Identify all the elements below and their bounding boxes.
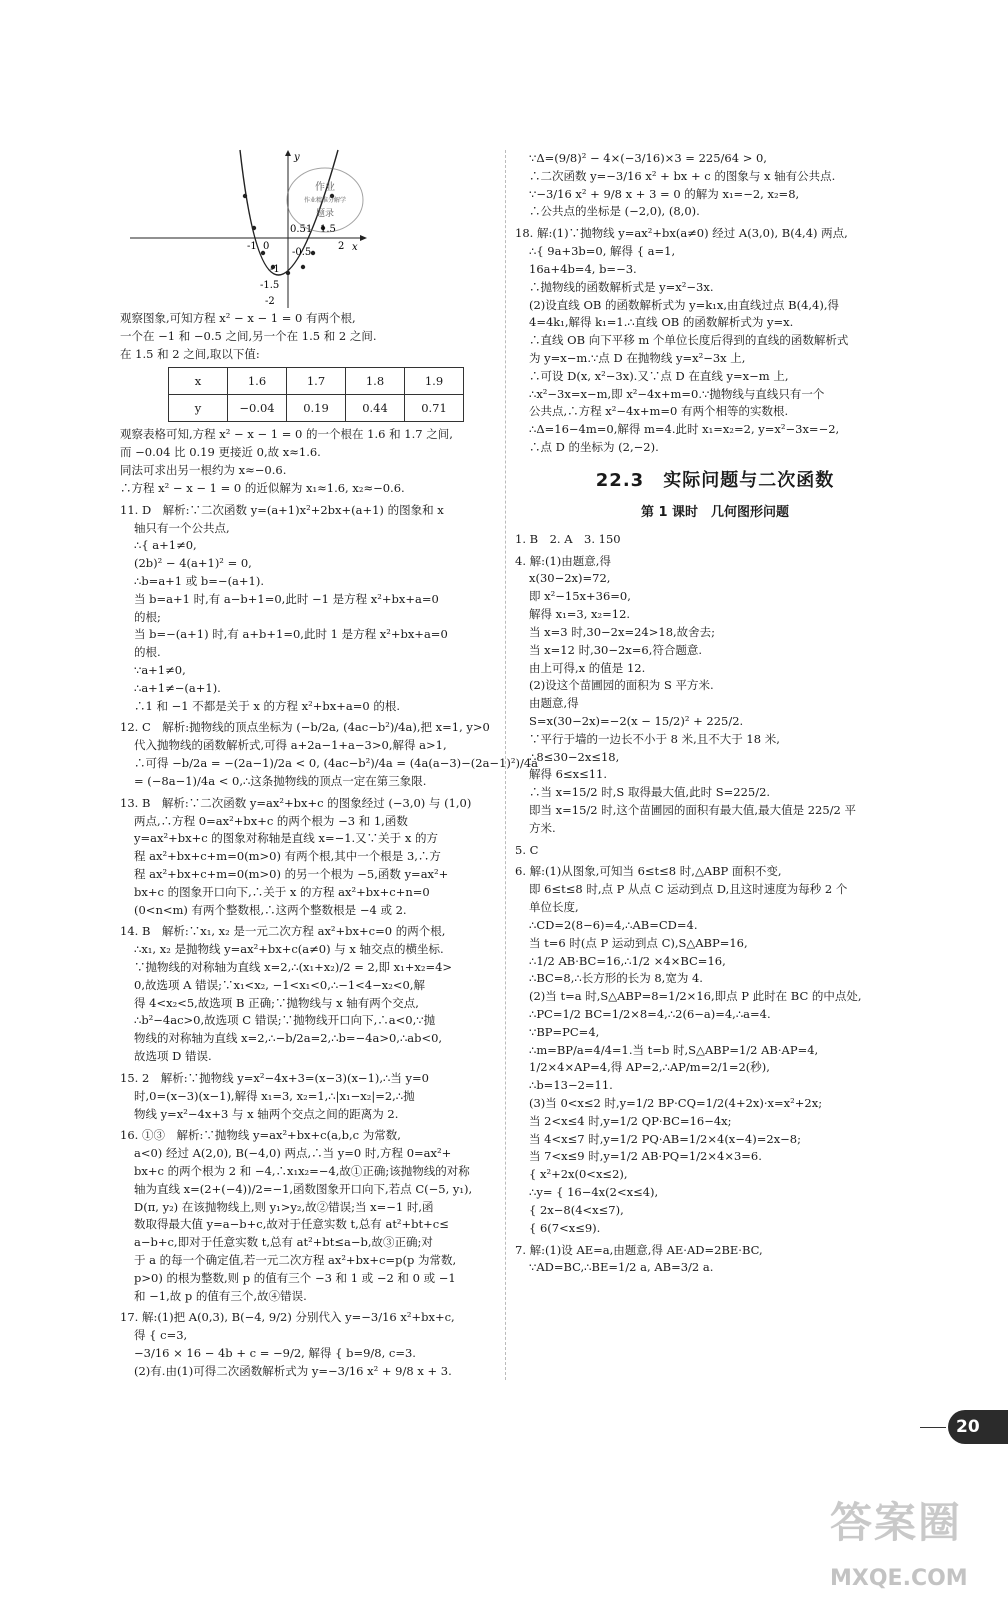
answer-line: ∴m=BP/a=4/4=1.当 t=b 时,S△ABP=1/2 AB·AP=4,: [529, 1042, 819, 1057]
answer-line: ∴8≤30−2x≤18,: [529, 749, 620, 764]
answer-line: bx+c 的两个根为 2 和 −4,∴x₁x₂=−4,故①正确;该抛物线的对称: [134, 1163, 470, 1178]
answer-item: 15. 2 解析:∵抛物线 y=x²−4x+3=(x−3)(x−1),∴当 y=0: [120, 1070, 429, 1085]
right-column: [515, 150, 915, 1277]
answer-line: 即当 x=15/2 时,这个苗圃园的面积有最大值,最大值是 225/2 平: [529, 803, 857, 818]
right-answers-top: [515, 150, 915, 457]
answer-line: D(π, y₂) 在该抛物线上,则 y₁>y₂,故②错误;当 x=−1 时,函: [134, 1199, 434, 1214]
answer-line: { x²+2x(0<x≤2),: [529, 1167, 628, 1182]
answer-line: 物线的对称轴为直线 x=2,∴−b/2a=2,∴b=−4a>0,∴ab<0,: [134, 1031, 443, 1046]
page-number-dash: [920, 1427, 946, 1428]
answer-line: 和 −1,故 p 的值有三个,故④错误.: [134, 1288, 307, 1303]
tick-label: 0: [263, 241, 270, 252]
answer-line: ∴b=a+1 或 b=−(a+1).: [134, 573, 265, 588]
answer-line: ∴BC=8,∴长方形的长为 8,宽为 4.: [529, 971, 703, 986]
answer-line: 即 x²−15x+36=0,: [529, 589, 631, 604]
tick-label: -0.5: [292, 247, 312, 258]
subsection-title: 第 1 课时 几何图形问题: [640, 504, 790, 520]
answer-line: ∴可得 −b/2a = −(2a−1)/2a < 0, (4ac−b²)/4a = (4a(a−3)−(2a−1)²)/4a: [134, 756, 539, 771]
answer-line: (2)有.由(1)可得二次函数解析式为 y=−3/16 x² + 9/8 x + 3.: [134, 1363, 452, 1378]
answer-line: 由题意,得: [529, 696, 579, 711]
answer-line: 即 6≤t≤8 时,点 P 从点 C 运动到点 D,且这时速度为每秒 2 个: [529, 882, 848, 897]
section-title: 22.3 实际问题与二次函数: [595, 469, 835, 491]
tick-label: 0.5: [290, 224, 306, 235]
answer-line: 观察表格可知,方程 x² − x − 1 = 0 的一个根在 1.6 和 1.7 之间,: [120, 427, 453, 442]
tick-label: -2: [265, 296, 275, 307]
answer-line: 1/2×4×AP=4,得 AP=2,∴AP/m=2/1=2(秒),: [529, 1060, 770, 1075]
answer-item: 14. B 解析:∵x₁, x₂ 是一元二次方程 ax²+bx+c=0 的两个根,: [120, 924, 446, 939]
answer-line: (2)设直线 OB 的函数解析式为 y=k₁x,由直线过点 B(4,4),得: [529, 297, 840, 312]
answer-line: { 6(7<x≤9).: [529, 1220, 601, 1235]
answer-line: 当 7<x≤9 时,y=1/2 AB·PQ=1/2×4×3=6.: [529, 1149, 762, 1164]
answer-line: x(30−2x)=72,: [529, 571, 611, 586]
answer-line: (2)设这个苗圃园的面积为 S 平方米.: [529, 678, 714, 693]
answer-line: 得 4<x₂<5,故选项 B 正确;∵抛物线与 x 轴有两个交点,: [134, 995, 419, 1010]
answer-line: ∴1/2 AB·BC=16,∴1/2 ×4×BC=16,: [529, 953, 726, 968]
answer-line: 4=4k₁,解得 k₁=1.∴直线 OB 的函数解析式为 y=x.: [529, 315, 794, 330]
answer-line: 同法可求出另一根约为 x≈−0.6.: [120, 463, 287, 478]
watermark: [830, 1490, 1000, 1600]
answer-line: 在 1.5 和 2 之间,取以下值:: [120, 346, 260, 361]
answer-line: ∴x₁, x₂ 是抛物线 y=ax²+bx+c(a≠0) 与 x 轴交点的横坐标.: [134, 942, 444, 957]
answer-line: ∴可设 D(x, x²−3x).又∵点 D 在直线 y=x−m 上,: [529, 368, 789, 383]
tick-label: 1: [306, 224, 313, 235]
answer-line: 方米.: [529, 820, 556, 835]
answer-line: ∵a+1≠0,: [134, 663, 186, 677]
answer-line: ∵Δ=(9/8)² − 4×(−3/16)×3 = 225/64 > 0,: [529, 151, 767, 165]
table-row: [169, 368, 464, 395]
answer-item: 12. C 解析:抛物线的顶点坐标为 (−b/2a, (4ac−b²)/4a),把 x=1, y>0: [120, 720, 490, 735]
answer-line: 当 x=12 时,30−2x=6,符合题意.: [529, 642, 703, 657]
answer-line: 物线 y=x²−4x+3 与 x 轴两个交点之间的距离为 2.: [134, 1106, 399, 1121]
answer-item: 7. 解:(1)设 AE=a,由题意,得 AE·AD=2BE·BC,: [515, 1242, 763, 1257]
answer-line: 轴只有一个公共点,: [134, 520, 230, 535]
table-cell: y: [169, 395, 228, 422]
answer-line: 解得 x₁=3, x₂=12.: [529, 607, 631, 622]
answer-line: 的根;: [134, 609, 161, 624]
tick-label: 1.5: [320, 224, 336, 235]
answer-line: 当 2<x≤4 时,y=1/2 QP·BC=16−4x;: [529, 1113, 732, 1128]
answer-line: ∴点 D 的坐标为 (2,−2).: [529, 440, 659, 454]
answer-line: 16a+4b=4, b=−3.: [529, 261, 637, 276]
answer-item: 4. 解:(1)由题意,得: [515, 553, 611, 568]
answer-line: ∴直线 OB 向下平移 m 个单位长度后得到的直线的函数解析式: [529, 333, 849, 348]
column-divider: [505, 150, 506, 1380]
tick-label: -1.5: [260, 280, 280, 291]
answer-line: ∵BP=PC=4,: [529, 1024, 600, 1039]
answer-line: 由上可得,x 的值是 12.: [529, 660, 646, 675]
y-axis-label: y: [294, 152, 300, 163]
answer-line: ∵−3/16 x² + 9/8 x + 3 = 0 的解为 x₁=−2, x₂=8,: [529, 186, 800, 201]
table-cell: 1.8: [346, 368, 405, 395]
answer-line: ∴二次函数 y=−3/16 x² + bx + c 的图象与 x 轴有公共点.: [529, 168, 836, 183]
stamp-text: 作业: [315, 182, 335, 193]
answer-line: ∴1 和 −1 不都是关于 x 的方程 x²+bx+a=0 的根.: [134, 698, 401, 713]
table-cell: 0.71: [405, 395, 464, 422]
answer-line: 程 ax²+bx+c+m=0(m>0) 有两个根,其中一个根是 3,∴方: [134, 849, 441, 864]
answer-line: (0<n<m) 有两个整数根,∴这两个整数根是 −4 或 2.: [134, 902, 407, 917]
answer-line: 解得 6≤x≤11.: [529, 767, 608, 782]
answer-line: 当 t=6 时(点 P 运动到点 C),S△ABP=16,: [529, 935, 748, 950]
answer-line: 当 x=3 时,30−2x=24>18,故舍去;: [529, 624, 716, 639]
answer-line: y=ax²+bx+c 的图象对称轴是直线 x=−1.又∵关于 x 的方: [134, 831, 438, 846]
answer-item: 5. C: [515, 842, 539, 857]
answer-line: ∴b²−4ac>0,故选项 C 错误;∵抛物线开口向下,∴a<0,∵抛: [134, 1013, 436, 1028]
answer-line: ∴{ 9a+3b=0, 解得 { a=1,: [529, 244, 676, 259]
table-cell: x: [169, 368, 228, 395]
answer-line: 两点,∴方程 0=ax²+bx+c 的两个根为 −3 和 1,函数: [134, 813, 408, 828]
tick-label: -1: [247, 241, 257, 252]
answer-line: (2)当 t=a 时,S△ABP=8=1/2×16,即点 P 此时在 BC 的中点处,: [529, 989, 862, 1004]
answer-line: 当 b=a+1 时,有 a−b+1=0,此时 −1 是方程 x²+bx+a=0: [134, 591, 439, 606]
answer-line: S=x(30−2x)=−2(x − 15/2)² + 225/2.: [529, 713, 744, 728]
answer-line: −3/16 × 16 − 4b + c = −9/2, 解得 { b=9/8, c=3.: [134, 1346, 416, 1361]
answer-line: = (−8a−1)/4a < 0,∴这条抛物线的顶点一定在第三象限.: [134, 773, 427, 788]
table-row: [169, 395, 464, 422]
answer-line: ∴方程 x² − x − 1 = 0 的近似解为 x₁≈1.6, x₂≈−0.6.: [120, 480, 405, 495]
answer-line: a<0) 经过 A(2,0), B(−4,0) 两点,∴当 y=0 时,方程 0=ax²+: [134, 1146, 452, 1161]
x-axis-label: x: [352, 242, 358, 253]
answer-line: (3)当 0<x≤2 时,y=1/2 BP·CQ=1/2(4+2x)·x=x²+2x;: [529, 1096, 823, 1111]
answer-line: ∴a+1≠−(a+1).: [134, 680, 221, 695]
tick-label: 2: [338, 241, 345, 252]
answer-line: 公共点,∴方程 x²−4x+m=0 有两个相等的实数根.: [529, 404, 789, 419]
answer-line: 一个在 −1 和 −0.5 之间,另一个在 1.5 和 2 之间.: [120, 328, 377, 343]
answer-line: 的根.: [134, 645, 161, 660]
answer-line: ∴抛物线的函数解析式是 y=x²−3x.: [529, 279, 714, 294]
answer-line: bx+c 的图象开口向下,∴关于 x 的方程 ax²+bx+c+n=0: [134, 884, 430, 899]
answer-line: 0,故选项 A 错误;∵x₁<x₂, −1<x₁<0,∴−1<4−x₂<0,解: [134, 977, 425, 992]
answer-line: a−b+c,即对于任意实数 t,总有 at²+bt≤a−b,故③正确;对: [134, 1235, 433, 1250]
right-answers-bottom: [515, 531, 915, 1277]
answer-line: 于 a 的每一个确定值,若一元二次方程 ax²+bx+c=p(p 为常数,: [134, 1253, 457, 1267]
tick-label: -1: [270, 264, 280, 275]
answer-line: 轴为直线 x=(2+(−4))/2=−1,函数图象开口向下,若点 C(−5, y₁),: [134, 1181, 473, 1196]
answer-line: ∴b=13−2=11.: [529, 1078, 613, 1093]
answer-line: ∵AD=BC,∴BE=1/2 a, AB=3/2 a.: [529, 1260, 714, 1275]
answer-line: ∴y= { 16−4x(2<x≤4),: [529, 1185, 659, 1200]
answer-line: ∵抛物线的对称轴为直线 x=2,∴(x₁+x₂)/2 = 2,即 x₁+x₂=4>: [134, 960, 453, 974]
answer-line: 而 −0.04 比 0.19 更接近 0,故 x≈1.6.: [120, 445, 321, 460]
answer-line: 为 y=x−m.∵点 D 在抛物线 y=x²−3x 上,: [529, 350, 746, 365]
watermark-logo: 答案圈: [830, 1498, 963, 1547]
values-table: [168, 367, 464, 422]
answer-item: 17. 解:(1)把 A(0,3), B(−4, 9/2) 分别代入 y=−3/16 x²+bx+c,: [120, 1310, 455, 1325]
answer-line: { 2x−8(4<x≤7),: [529, 1202, 624, 1217]
answer-line: 故选项 D 错误.: [134, 1049, 212, 1064]
stamp-text: 作业精准分解学: [303, 197, 347, 204]
answer-item: 13. B 解析:∵二次函数 y=ax²+bx+c 的图象经过 (−3,0) 与 (1,0): [120, 795, 472, 810]
watermark-url: MXQE.COM: [830, 1566, 968, 1591]
answer-line: 时,0=(x−3)(x−1),解得 x₁=3, x₂=1,∴|x₁−x₂|=2,∴抛: [134, 1088, 415, 1103]
table-cell: −0.04: [228, 395, 287, 422]
table-cell: 1.9: [405, 368, 464, 395]
answer-item: 11. D 解析:∵二次函数 y=(a+1)x²+2bx+(a+1) 的图象和 x: [120, 502, 444, 517]
answer-line: ∴x²−3x=x−m,即 x²−4x+m=0.∵抛物线与直线只有一个: [529, 386, 825, 401]
answer-line: ∴公共点的坐标是 (−2,0), (8,0).: [529, 204, 700, 219]
answer-line: (2b)² − 4(a+1)² = 0,: [134, 556, 252, 571]
answer-line: ∴当 x=15/2 时,S 取得最大值,此时 S=225/2.: [529, 785, 771, 800]
answer-line: ∴Δ=16−4m=0,解得 m=4.此时 x₁=x₂=2, y=x²−3x=−2,: [529, 422, 840, 437]
answer-line: 程 ax²+bx+c+m=0(m>0) 的另一个根为 −5,函数 y=ax²+: [134, 866, 449, 881]
answer-item: 18. 解:(1)∵抛物线 y=ax²+bx(a≠0) 经过 A(3,0), B(4,4) 两点,: [515, 226, 848, 241]
answer-line: 当 4<x≤7 时,y=1/2 PQ·AB=1/2×4(x−4)=2x−8;: [529, 1131, 802, 1146]
answer-line: 单位长度,: [529, 900, 579, 915]
answer-line: ∴PC=1/2 BC=1/2×8=4,∴2(6−a)=4,∴a=4.: [529, 1006, 771, 1021]
answer-line: 数取得最大值 y=a−b+c,故对于任意实数 t,总有 at²+bt+c≤: [134, 1217, 449, 1232]
page-number: 20: [948, 1410, 1008, 1444]
table-cell: 1.6: [228, 368, 287, 395]
answer-item: 6. 解:(1)从图象,可知当 6≤t≤8 时,△ABP 面积不变,: [515, 864, 782, 879]
table-cell: 1.7: [287, 368, 346, 395]
answer-line: p>0) 的根为整数,则 p 的值有三个 −3 和 1 或 −2 和 0 或 −1: [134, 1270, 456, 1285]
answer-line: ∴CD=2(8−6)=4,∴AB=CD=4.: [529, 917, 698, 932]
answer-line: 代入抛物线的函数解析式,可得 a+2a−1+a−3>0,解得 a>1,: [134, 738, 447, 753]
answer-line: ∵平行于墙的一边长不小于 8 米,且不大于 18 米,: [529, 731, 780, 746]
answer-line: 观察图象,可知方程 x² − x − 1 = 0 有两个根,: [120, 311, 356, 325]
stamp-text: 题录: [315, 209, 335, 219]
parabola-graph: [120, 150, 370, 310]
table-cell: 0.19: [287, 395, 346, 422]
table-cell: 0.44: [346, 395, 405, 422]
answer-item: 1. B 2. A 3. 150: [515, 531, 621, 546]
answer-line: 当 b=−(a+1) 时,有 a+b+1=0,此时 1 是方程 x²+bx+a=0: [134, 627, 448, 642]
answer-line: 得 { c=3,: [134, 1328, 188, 1343]
answer-item: 16. ①③ 解析:∵抛物线 y=ax²+bx+c(a,b,c 为常数,: [120, 1128, 401, 1143]
answer-line: ∴{ a+1≠0,: [134, 538, 197, 553]
